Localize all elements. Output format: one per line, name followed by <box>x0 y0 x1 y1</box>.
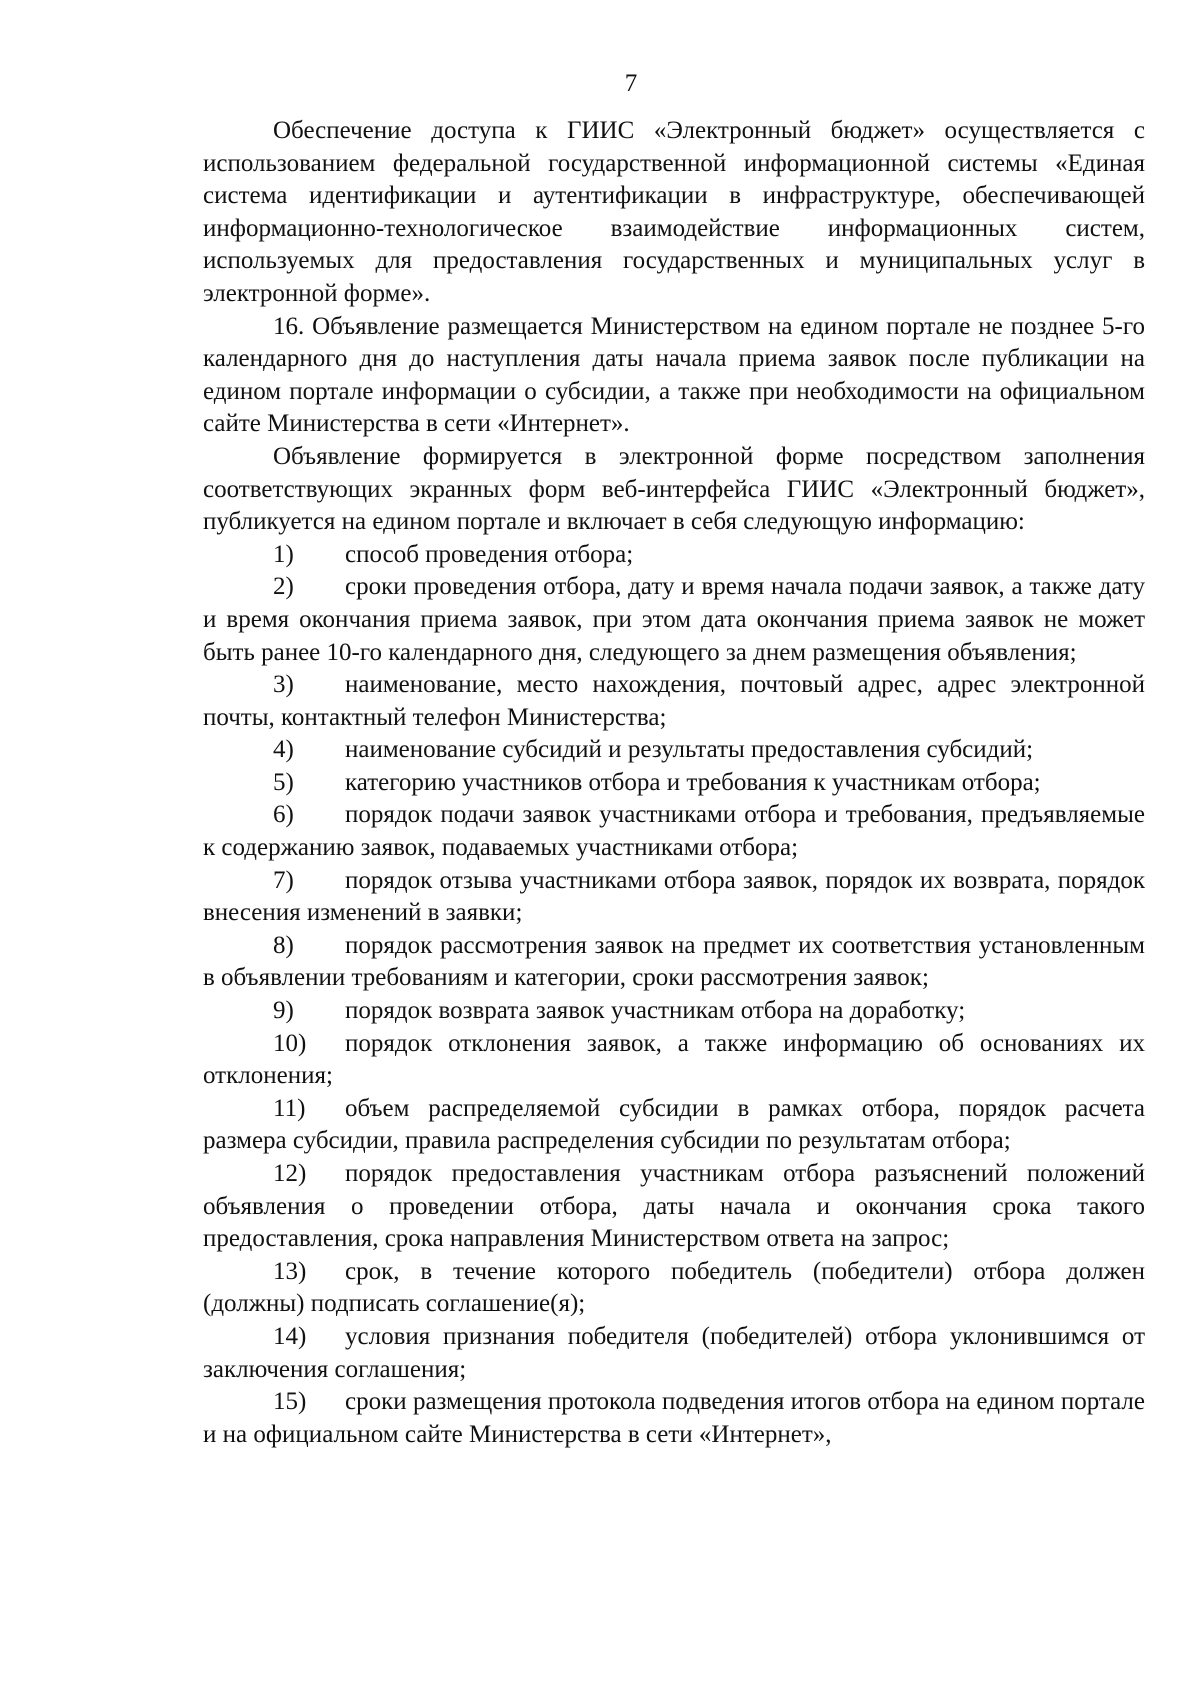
list-item <box>203 1321 1145 1386</box>
list-item <box>203 1256 1145 1321</box>
list-item-number: 4) <box>273 736 294 764</box>
list-item <box>203 571 1145 669</box>
list-item <box>203 1158 1145 1256</box>
paragraph-access: Обеспечение доступа к ГИИС «Электронный бюджет» осуществляется с использованием федеральной государственной информационной системы «Единая система идентификации и аутентификации в инфраструктуре, обеспечивающей информационно-технологическое взаимодействие информационных систем, используемых для предоставления государственных и муниципальных услуг в электронной форме». <box>203 117 1145 307</box>
list-item-text: порядок рассмотрения заявок на предмет их соответствия установленным в объявлении требованиям и категории, сроки рассмотрения заявок; <box>203 931 1145 992</box>
list-item-text: способ проведения отбора; <box>345 540 634 568</box>
list-item <box>203 930 1145 995</box>
list-item <box>203 539 1145 572</box>
list-item-number: 3) <box>273 671 294 699</box>
list-item-number: 7) <box>273 866 294 894</box>
list-item-text: порядок предоставления участникам отбора разъяснений положений объявления о проведении отбора, даты начала и окончания срока такого предоставления, срока направления Министерством ответа на запрос; <box>203 1160 1145 1253</box>
list-item-number: 11) <box>273 1094 306 1122</box>
list-item-number: 15) <box>273 1388 307 1416</box>
list-item-text: порядок отклонения заявок, а также информацию об основаниях их отклонения; <box>203 1029 1145 1090</box>
list-item <box>203 767 1145 800</box>
list-item-text: наименование субсидий и результаты предоставления субсидий; <box>345 736 1034 764</box>
list-item-number: 8) <box>273 931 294 959</box>
list-item-number: 9) <box>273 997 294 1025</box>
list-item-number: 12) <box>273 1160 307 1187</box>
list-item-text: порядок подачи заявок участниками отбора и требования, предъявляемые к содержанию заявок, подаваемых участниками отбора; <box>203 801 1145 862</box>
list-item-text: категорию участников отбора и требования к участникам отбора; <box>345 768 1041 796</box>
list-item <box>203 799 1145 864</box>
list-item <box>203 734 1145 767</box>
page-number: 7 <box>624 70 638 97</box>
list-item-text: порядок возврата заявок участникам отбора на доработку; <box>345 997 966 1025</box>
list-item <box>203 1093 1145 1158</box>
list-item-text: сроки проведения отбора, дату и время начала подачи заявок, а также дату и время окончания приема заявок, при этом дата окончания приема заявок не может быть ранее 10-го календарного дня, следующего за днем размещения объявления; <box>203 573 1145 666</box>
document-body <box>203 115 1145 1451</box>
list-item-text: сроки размещения протокола подведения итогов отбора на едином портале и на официальном сайте Министерства в сети «Интернет», <box>203 1388 1145 1448</box>
list-item <box>203 995 1145 1028</box>
list-item-number: 5) <box>273 768 294 796</box>
list-item-text: наименование, место нахождения, почтовый адрес, адрес электронной почты, контактный телефон Министерства; <box>203 671 1145 731</box>
list-item <box>203 865 1145 930</box>
list-item-number: 6) <box>273 801 294 829</box>
list-item-number: 14) <box>273 1322 307 1350</box>
list-item <box>203 669 1145 734</box>
info-list <box>203 539 1145 1452</box>
list-item-text: объем распределяемой субсидии в рамках отбора, порядок расчета размера субсидии, правила распределения субсидии по результатам отбора; <box>203 1094 1145 1155</box>
list-item-number: 1) <box>273 540 294 568</box>
list-item-text: условия признания победителя (победителей) отбора уклонившимся от заключения соглашения; <box>203 1322 1145 1383</box>
list-item-number: 10) <box>273 1029 307 1057</box>
list-item <box>203 1028 1145 1093</box>
paragraph-announcement: Объявление формируется в электронной форме посредством заполнения соответствующих экранных форм веб-интерфейса ГИИС «Электронный бюджет», публикуется на едином портале и включает в себя следующую информацию: <box>203 442 1145 536</box>
paragraph-16: 16. Объявление размещается Министерством на едином портале не позднее 5-го календарного дня до наступления даты начала приема заявок после публикации на едином портале информации о субсидии, а также при необходимости на официальном сайте Министерства в сети «Интернет». <box>203 312 1145 438</box>
list-item-text: порядок отзыва участниками отбора заявок, порядок их возврата, порядок внесения изменений в заявки; <box>203 866 1145 927</box>
list-item-number: 13) <box>273 1257 307 1285</box>
list-item-number: 2) <box>273 573 294 601</box>
list-item <box>203 1386 1145 1451</box>
list-item-text: срок, в течение которого победитель (победители) отбора должен (должны) подписать соглашение(я); <box>203 1257 1145 1318</box>
